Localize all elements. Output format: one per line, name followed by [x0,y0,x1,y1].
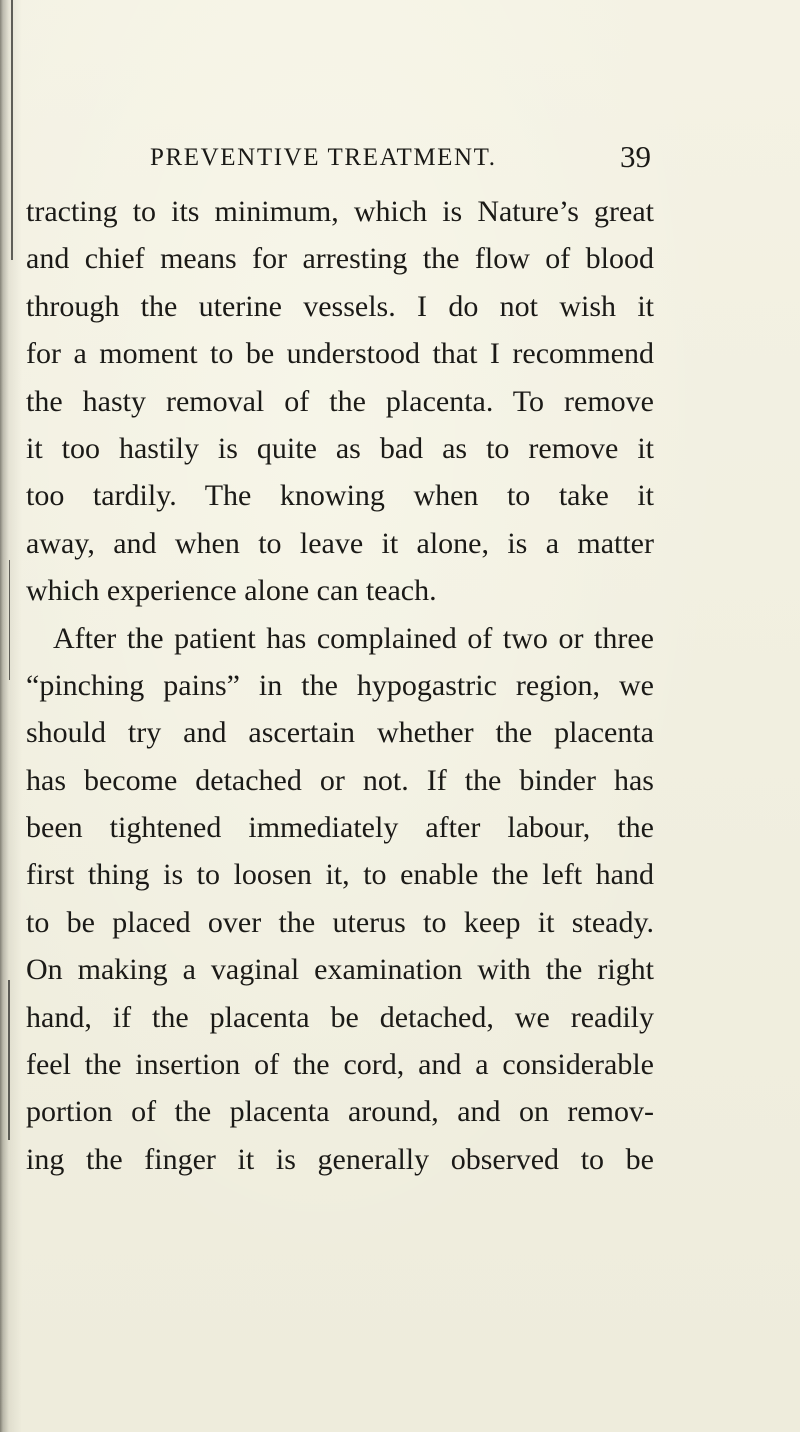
body-text [26,188,654,1183]
page-gutter-line [8,980,10,1140]
text-line: should try and ascertain whether the placenta [26,716,654,750]
text-line: “pinching pains” in the hypogastric region, we [26,668,654,702]
page-number: 39 [620,139,651,174]
running-head [0,141,800,177]
text-line: it too hastily is quite as bad as to remove it [26,431,654,465]
text-line: to be placed over the uterus to keep it steady. [26,905,654,939]
page-gutter-line [11,0,13,260]
running-title: PREVENTIVE TREATMENT. [150,144,497,171]
text-line: hand, if the placenta be detached, we readily [26,1000,654,1034]
text-line: portion of the placenta around, and on remov- [26,1095,654,1129]
text-line: for a moment to be understood that I recommend [26,337,654,371]
text-line: through the uterine vessels. I do not wish it [26,289,654,323]
text-line: ing the finger it is generally observed to be [26,1142,654,1176]
text-line: On making a vaginal examination with the right [26,953,654,987]
text-line: first thing is to loosen it, to enable the left hand [26,858,654,892]
text-line: has become detached or not. If the binder has [26,763,654,797]
page-gutter-line [9,560,10,680]
text-line: been tightened immediately after labour, the [26,811,654,845]
text-line: feel the insertion of the cord, and a considerable [26,1048,654,1082]
text-line: away, and when to leave it alone, is a matter [26,526,654,560]
text-line: tracting to its minimum, which is Nature’s great [26,195,654,228]
text-line: After the patient has complained of two or three [53,621,654,655]
text-line: which experience alone can teach. [26,574,437,608]
text-line: too tardily. The knowing when to take it [26,479,654,513]
text-line: and chief means for arresting the flow of blood [26,242,654,276]
text-line: the hasty removal of the placenta. To remove [26,384,654,418]
